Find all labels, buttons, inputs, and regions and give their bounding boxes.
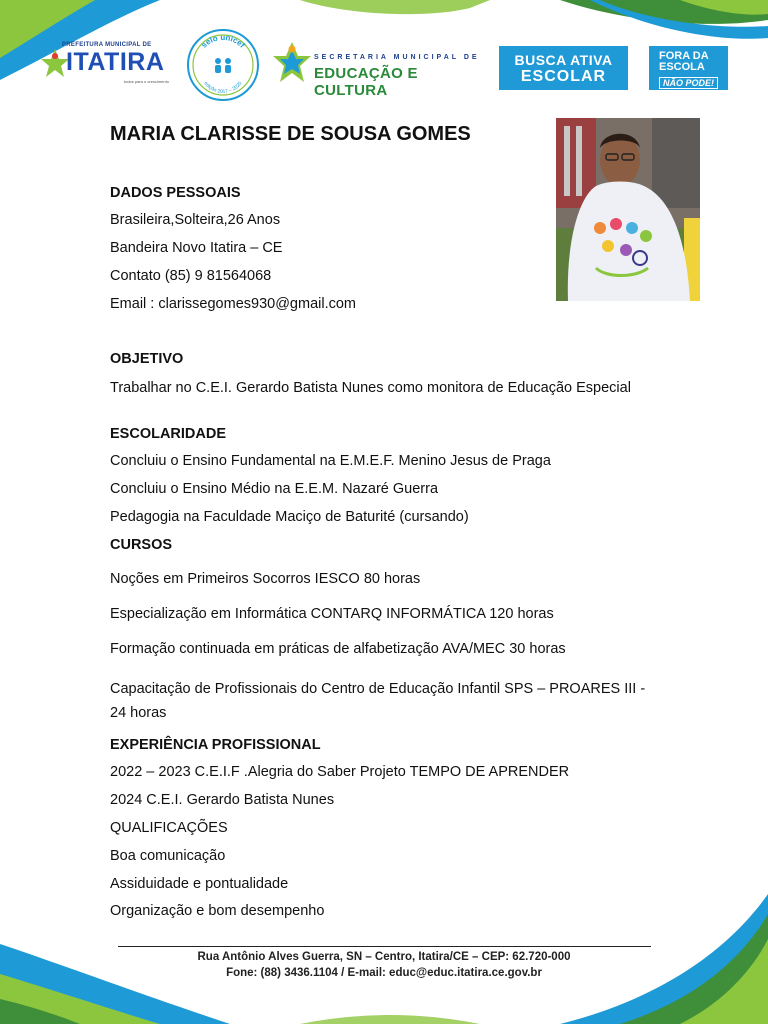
fora-logo-line3: NÃO PODE! xyxy=(659,77,718,89)
educacao-logo-main-text: EDUCAÇÃO E CULTURA xyxy=(314,65,418,99)
educacao-logo-top-text: SECRETARIA MUNICIPAL DE xyxy=(314,54,480,61)
selo-unicef-logo xyxy=(186,28,260,102)
qualification-line: Boa comunicação xyxy=(110,848,226,864)
busca-logo-line2: ESCOLAR xyxy=(520,68,607,85)
secretaria-educacao-logo xyxy=(270,38,490,99)
personal-line-address: Bandeira Novo Itatira – CE xyxy=(110,240,283,256)
footer-address: Rua Antônio Alves Guerra, SN – Centro, Itatira/CE – CEP: 62.720-000 xyxy=(197,951,571,963)
section-heading-courses: CURSOS xyxy=(110,537,173,553)
course-line: Capacitação de Profissionais do Centro de Educação Infantil SPS – PROARES III - 24 horas xyxy=(110,681,646,721)
footer-contact: Fone: (88) 3436.1104 / E-mail: educ@educ.itatira.ce.gov.br xyxy=(226,967,542,979)
section-heading-qualifications: QUALIFICAÇÕES xyxy=(110,820,228,836)
itatira-logo-small-text: PREFEITURA MUNICIPAL DE xyxy=(62,42,152,48)
busca-logo-line1: BUSCA ATIVA xyxy=(514,52,613,68)
profile-photo xyxy=(556,118,700,301)
busca-ativa-escolar-logo xyxy=(499,46,628,90)
qualification-line: Organização e bom desempenho xyxy=(110,903,325,919)
section-heading-personal: DADOS PESSOAIS xyxy=(110,185,241,201)
selo-line1: selo unicef xyxy=(199,32,247,50)
selo-line2: edição 2017 – 2020 xyxy=(202,80,244,96)
personal-line-email: Email : clarissegomes930@gmail.com xyxy=(110,296,356,312)
experience-line: 2022 – 2023 C.E.I.F .Alegria do Saber Projeto TEMPO DE APRENDER xyxy=(110,764,570,780)
fora-logo-line2: ESCOLA xyxy=(659,61,705,73)
education-line: Concluiu o Ensino Médio na E.E.M. Nazaré Guerra xyxy=(110,481,439,497)
itatira-logo-tagline: todos para o crescimento xyxy=(124,79,169,84)
fora-da-escola-logo xyxy=(649,46,728,90)
cv-name-title: MARIA CLARISSE DE SOUSA GOMES xyxy=(110,123,471,145)
star-figure-icon xyxy=(272,40,312,86)
education-line: Concluiu o Ensino Fundamental na E.M.E.F. Menino Jesus de Praga xyxy=(110,453,551,469)
course-line: Formação continuada em práticas de alfabetização AVA/MEC 30 horas xyxy=(110,641,566,657)
section-heading-experience: EXPERIÊNCIA PROFISSIONAL xyxy=(110,737,321,753)
itatira-logo-main-text: ITATIRA xyxy=(66,48,165,76)
qualification-line: Assiduidade e pontualidade xyxy=(110,876,289,892)
experience-line: 2024 C.E.I. Gerardo Batista Nunes xyxy=(110,792,335,808)
course-line: Especialização em Informática CONTARQ INFORMÁTICA 120 horas xyxy=(110,606,554,622)
section-heading-objective: OBJETIVO xyxy=(110,351,184,367)
fora-logo-line1: FORA DA xyxy=(659,50,709,62)
education-line: Pedagogia na Faculdade Maciço de Baturité (cursando) xyxy=(110,509,469,525)
section-heading-education: ESCOLARIDADE xyxy=(110,426,227,442)
objective-text: Trabalhar no C.E.I. Gerardo Batista Nunes como monitora de Educação Especial xyxy=(110,380,631,396)
personal-line-nationality: Brasileira,Solteira,26 Anos xyxy=(110,212,281,228)
itatira-logo xyxy=(40,42,170,90)
course-line: Noções em Primeiros Socorros IESCO 80 horas xyxy=(110,571,421,587)
footer-divider xyxy=(118,946,651,947)
personal-line-phone: Contato (85) 9 81564068 xyxy=(110,268,272,284)
